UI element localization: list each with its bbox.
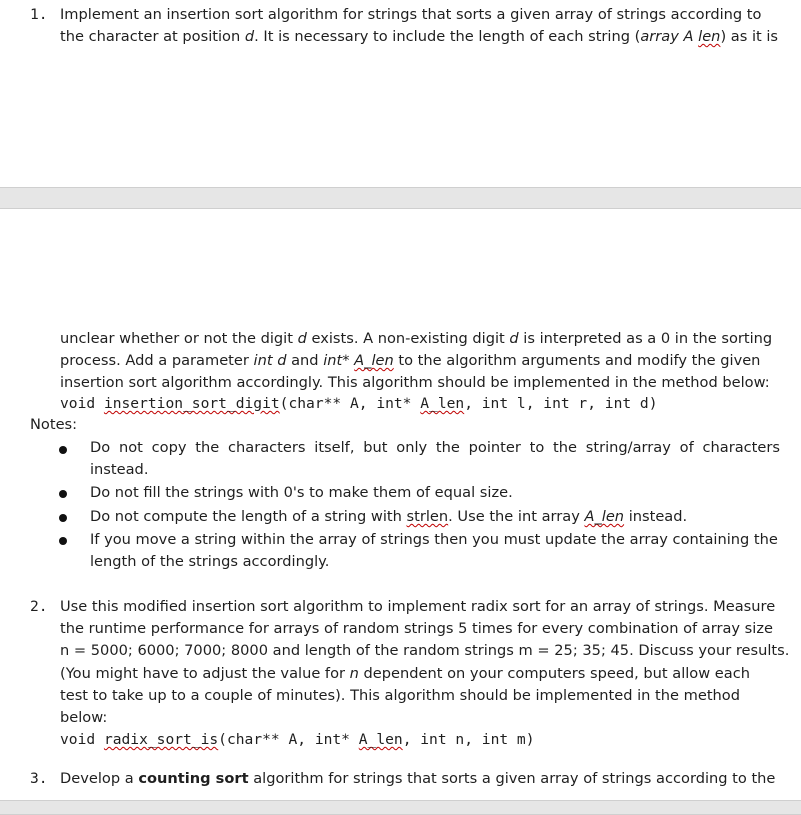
bullet-2 xyxy=(59,490,67,498)
item-2-line-6: below: xyxy=(60,709,108,726)
bullet-4 xyxy=(59,537,67,545)
item-2-number: 2. xyxy=(30,598,48,615)
document-page-2 xyxy=(0,209,801,800)
item-1-line-2: the character at position d. It is necessary to include the length of each string (array A len) as it is xyxy=(60,28,779,45)
item-1-line-3: unclear whether or not the digit d exists. A non-existing digit d is interpreted as a 0 in the sorting xyxy=(60,330,773,347)
item-3-number: 3. xyxy=(30,770,48,787)
note-1-line-1: Do not copy the characters itself, but only the pointer to the string/array of characters xyxy=(90,439,780,456)
item-2-line-3: n = 5000; 6000; 7000; 8000 and length of the random strings m = 25; 35; 45. Discuss your results. xyxy=(60,642,790,659)
page-break-gap xyxy=(0,187,801,209)
item-2-line-4: (You might have to adjust the value for n dependent on your computers speed, but allow each xyxy=(60,665,751,682)
note-3: Do not compute the length of a string with strlen. Use the int array A_len instead. xyxy=(90,508,688,525)
note-4-line-2: length of the strings accordingly. xyxy=(90,553,330,570)
item-1-line-4: process. Add a parameter int d and int* A_len to the algorithm arguments and modify the given xyxy=(60,352,761,369)
item-1-line-5: insertion sort algorithm accordingly. This algorithm should be implemented in the method below: xyxy=(60,374,770,391)
item-1-line-1: Implement an insertion sort algorithm for strings that sorts a given array of strings according to xyxy=(60,6,762,23)
note-2: Do not fill the strings with 0's to make them of equal size. xyxy=(90,484,513,501)
item-2-line-1: Use this modified insertion sort algorithm to implement radix sort for an array of strings. Measure xyxy=(60,598,776,615)
item-1-number: 1. xyxy=(30,6,48,23)
item-2-line-5: test to take up to a couple of minutes). This algorithm should be implemented in the method xyxy=(60,687,740,704)
bullet-3 xyxy=(59,514,67,522)
note-4-line-1: If you move a string within the array of strings then you must update the array containing the xyxy=(90,531,778,548)
notes-label: Notes: xyxy=(30,416,78,433)
item-1-code-signature: void insertion_sort_digit(char** A, int* A_len, int l, int r, int d) xyxy=(60,395,658,412)
note-1-line-2: instead. xyxy=(90,461,149,478)
item-3-line-1: Develop a counting sort algorithm for strings that sorts a given array of strings according to the xyxy=(60,770,776,787)
item-2-line-2: the runtime performance for arrays of random strings 5 times for every combination of array size xyxy=(60,620,773,637)
bullet-1 xyxy=(59,446,67,454)
item-2-code-signature: void radix_sort_is(char** A, int* A_len, int n, int m) xyxy=(60,731,535,748)
